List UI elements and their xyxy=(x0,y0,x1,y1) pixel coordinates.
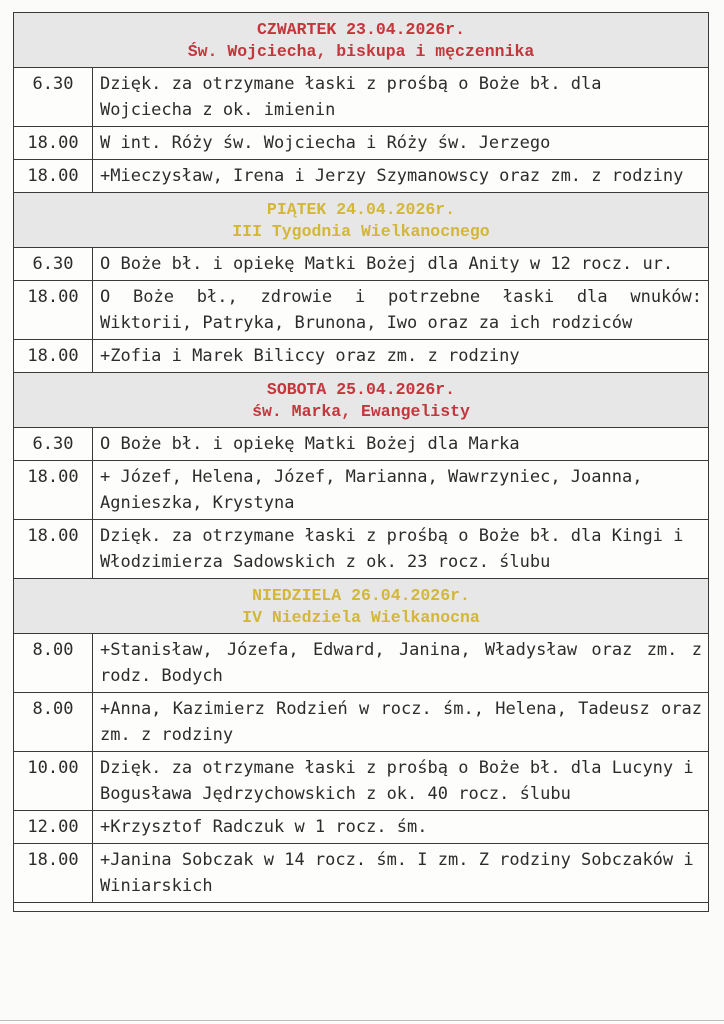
mass-time: 8.00 xyxy=(14,693,93,751)
mass-intention: Dzięk. za otrzymane łaski z prośbą o Boże bł. dla Lucyny i Bogusława Jędrzychowskich z ok. 40 rocz. ślubu xyxy=(100,758,704,804)
mass-intention: O Boże bł., zdrowie i potrzebne łaski dla wnuków: Wiktorii, Patryka, Brunona, Iwo oraz za ich rodziców xyxy=(100,287,713,333)
mass-time: 18.00 xyxy=(14,520,93,578)
day-header-saturday xyxy=(14,372,708,428)
mass-intention: Dzięk. za otrzymane łaski z prośbą o Boże bł. dla Wojciecha z ok. imienin xyxy=(100,74,612,120)
mass-intention: + Józef, Helena, Józef, Marianna, Wawrzyniec, Joanna, Agnieszka, Krystyna xyxy=(100,467,653,513)
mass-schedule-table xyxy=(13,12,713,912)
table-row xyxy=(14,159,708,192)
mass-intention: W int. Róży św. Wojciecha i Róży św. Jerzego xyxy=(100,133,551,153)
day-date: NIEDZIELA 26.04.2026r. xyxy=(252,586,470,605)
table-row xyxy=(14,519,708,578)
day-feast: III Tygodnia Wielkanocnego xyxy=(232,222,490,241)
day-header-friday xyxy=(14,192,708,248)
day-feast: IV Niedziela Wielkanocna xyxy=(242,608,480,627)
mass-time: 18.00 xyxy=(14,340,93,372)
mass-intention: O Boże bł. i opiekę Matki Bożej dla Marka xyxy=(100,434,520,454)
mass-intention: Dzięk. za otrzymane łaski z prośbą o Boże bł. dla Kingi i Włodzimierza Sadowskich z ok. 23 rocz. ślubu xyxy=(100,526,694,572)
mass-time: 18.00 xyxy=(14,160,93,192)
mass-time: 6.30 xyxy=(14,428,93,460)
day-header-sunday xyxy=(14,578,708,634)
table-row xyxy=(14,68,708,126)
day-header-thursday xyxy=(14,12,708,68)
mass-time: 10.00 xyxy=(14,752,93,810)
mass-intention: +Mieczysław, Irena i Jerzy Szymanowscy oraz zm. z rodziny xyxy=(100,166,684,186)
mass-time: 18.00 xyxy=(14,127,93,159)
mass-time: 18.00 xyxy=(14,281,93,339)
table-row xyxy=(14,248,708,280)
table-footer-space xyxy=(14,902,708,911)
mass-intention: +Janina Sobczak w 14 rocz. śm. I zm. Z rodziny Sobczaków i Winiarskich xyxy=(100,850,704,896)
table-row xyxy=(14,460,708,519)
day-feast: Św. Wojciecha, biskupa i męczennika xyxy=(187,42,535,61)
mass-intention: +Krzysztof Radczuk w 1 rocz. śm. xyxy=(100,817,428,837)
day-date: SOBOTA 25.04.2026r. xyxy=(266,380,456,399)
mass-intention: O Boże bł. i opiekę Matki Bożej dla Anity w 12 rocz. ur. xyxy=(100,254,674,274)
mass-intention: +Stanisław, Józefa, Edward, Janina, Władysław oraz zm. z rodz. Bodych xyxy=(100,640,713,686)
mass-intention: +Anna, Kazimierz Rodzień w rocz. śm., Helena, Tadeusz oraz zm. z rodziny xyxy=(100,699,713,745)
mass-time: 6.30 xyxy=(14,68,93,126)
table-row xyxy=(14,126,708,159)
table-row xyxy=(14,428,708,460)
mass-time: 18.00 xyxy=(14,461,93,519)
day-date: CZWARTEK 23.04.2026r. xyxy=(257,20,465,39)
table-row xyxy=(14,751,708,810)
table-row xyxy=(14,634,713,692)
day-date: PIĄTEK 24.04.2026r. xyxy=(266,200,456,219)
table-row xyxy=(14,810,708,843)
table-row xyxy=(14,280,713,339)
table-row xyxy=(14,339,708,372)
mass-time: 8.00 xyxy=(14,634,93,692)
day-feast: św. Marka, Ewangelisty xyxy=(252,402,470,421)
mass-time: 12.00 xyxy=(14,811,93,843)
mass-time: 18.00 xyxy=(14,844,93,902)
table-row xyxy=(14,692,713,751)
page-bottom-rule xyxy=(0,1020,724,1021)
mass-intention: +Zofia i Marek Biliccy oraz zm. z rodziny xyxy=(100,346,520,366)
table-row xyxy=(14,843,708,902)
mass-time: 6.30 xyxy=(14,248,93,280)
